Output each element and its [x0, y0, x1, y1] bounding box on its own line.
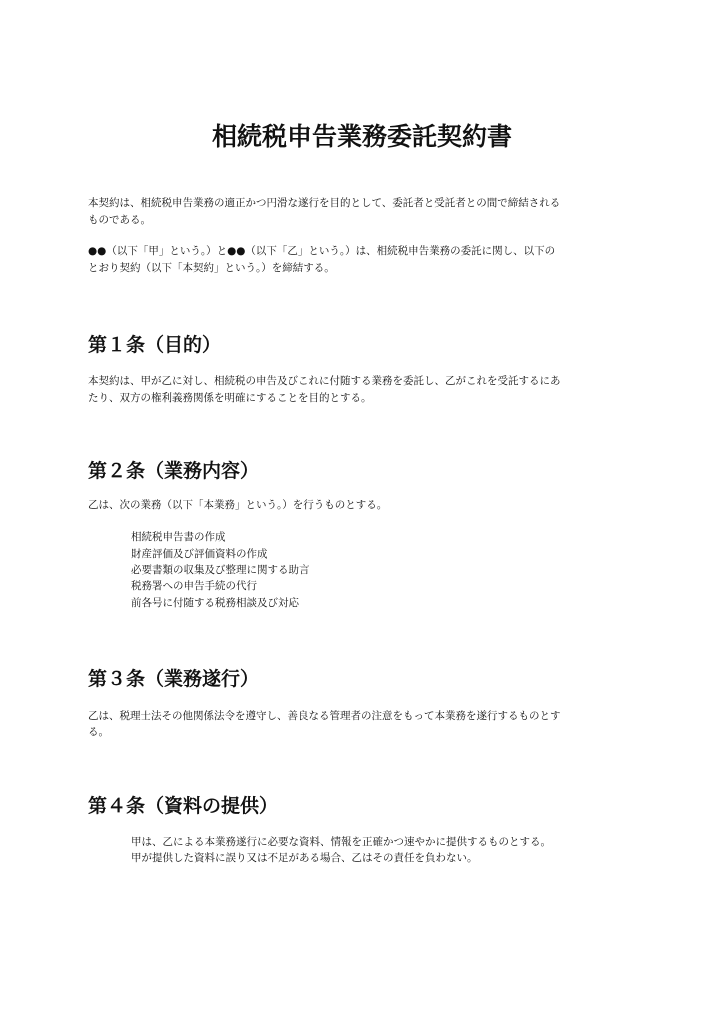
article-2-item: 相続税申告書の作成 [131, 531, 226, 543]
article-4-heading: 第４条（資料の提供） [88, 795, 279, 817]
article-2-body: 乙は、次の業務（以下「本業務」という。）を行うものとする。 [88, 499, 388, 511]
article-2-item: 前各号に付随する税務相談及び対応 [131, 597, 299, 609]
article-3-body: る。 [88, 726, 109, 738]
preamble-line: ●●（以下「甲」という。）と●●（以下「乙」という。）は、相続税申告業務の委託に関し、以下の [88, 245, 556, 257]
article-1-body: たり、双方の権利義務関係を明確にすることを目的とする。 [88, 392, 372, 404]
article-2-item: 財産評価及び評価資料の作成 [131, 548, 268, 560]
preamble-line: 本契約は、相続税申告業務の適正かつ円滑な遂行を目的として、委託者と受託者との間で締結される [88, 197, 561, 209]
article-2-heading: 第２条（業務内容） [88, 460, 260, 482]
article-1-heading: 第１条（目的） [88, 334, 222, 356]
preamble-line: とおり契約（以下「本契約」という。）を締結する。 [88, 262, 335, 274]
document-title: 相続税申告業務委託契約書 [211, 122, 512, 151]
article-3-heading: 第３条（業務遂行） [88, 668, 260, 690]
article-4-item: 甲は、乙による本業務遂行に必要な資料、情報を正確かつ速やかに提供するものとする。 [131, 836, 551, 848]
article-2-item: 税務署への申告手続の代行 [131, 580, 257, 592]
article-4-item: 甲が提供した資料に誤り又は不足がある場合、乙はその責任を負わない。 [131, 852, 478, 864]
article-3-body: 乙は、税理士法その他関係法令を遵守し、善良なる管理者の注意をもって本業務を遂行するものとす [88, 710, 561, 722]
article-2-item: 必要書類の収集及び整理に関する助言 [131, 564, 310, 576]
article-1-body: 本契約は、甲が乙に対し、相続税の申告及びこれに付随する業務を委託し、乙がこれを受託するにあ [88, 375, 561, 387]
preamble-line: ものである。 [88, 214, 151, 226]
